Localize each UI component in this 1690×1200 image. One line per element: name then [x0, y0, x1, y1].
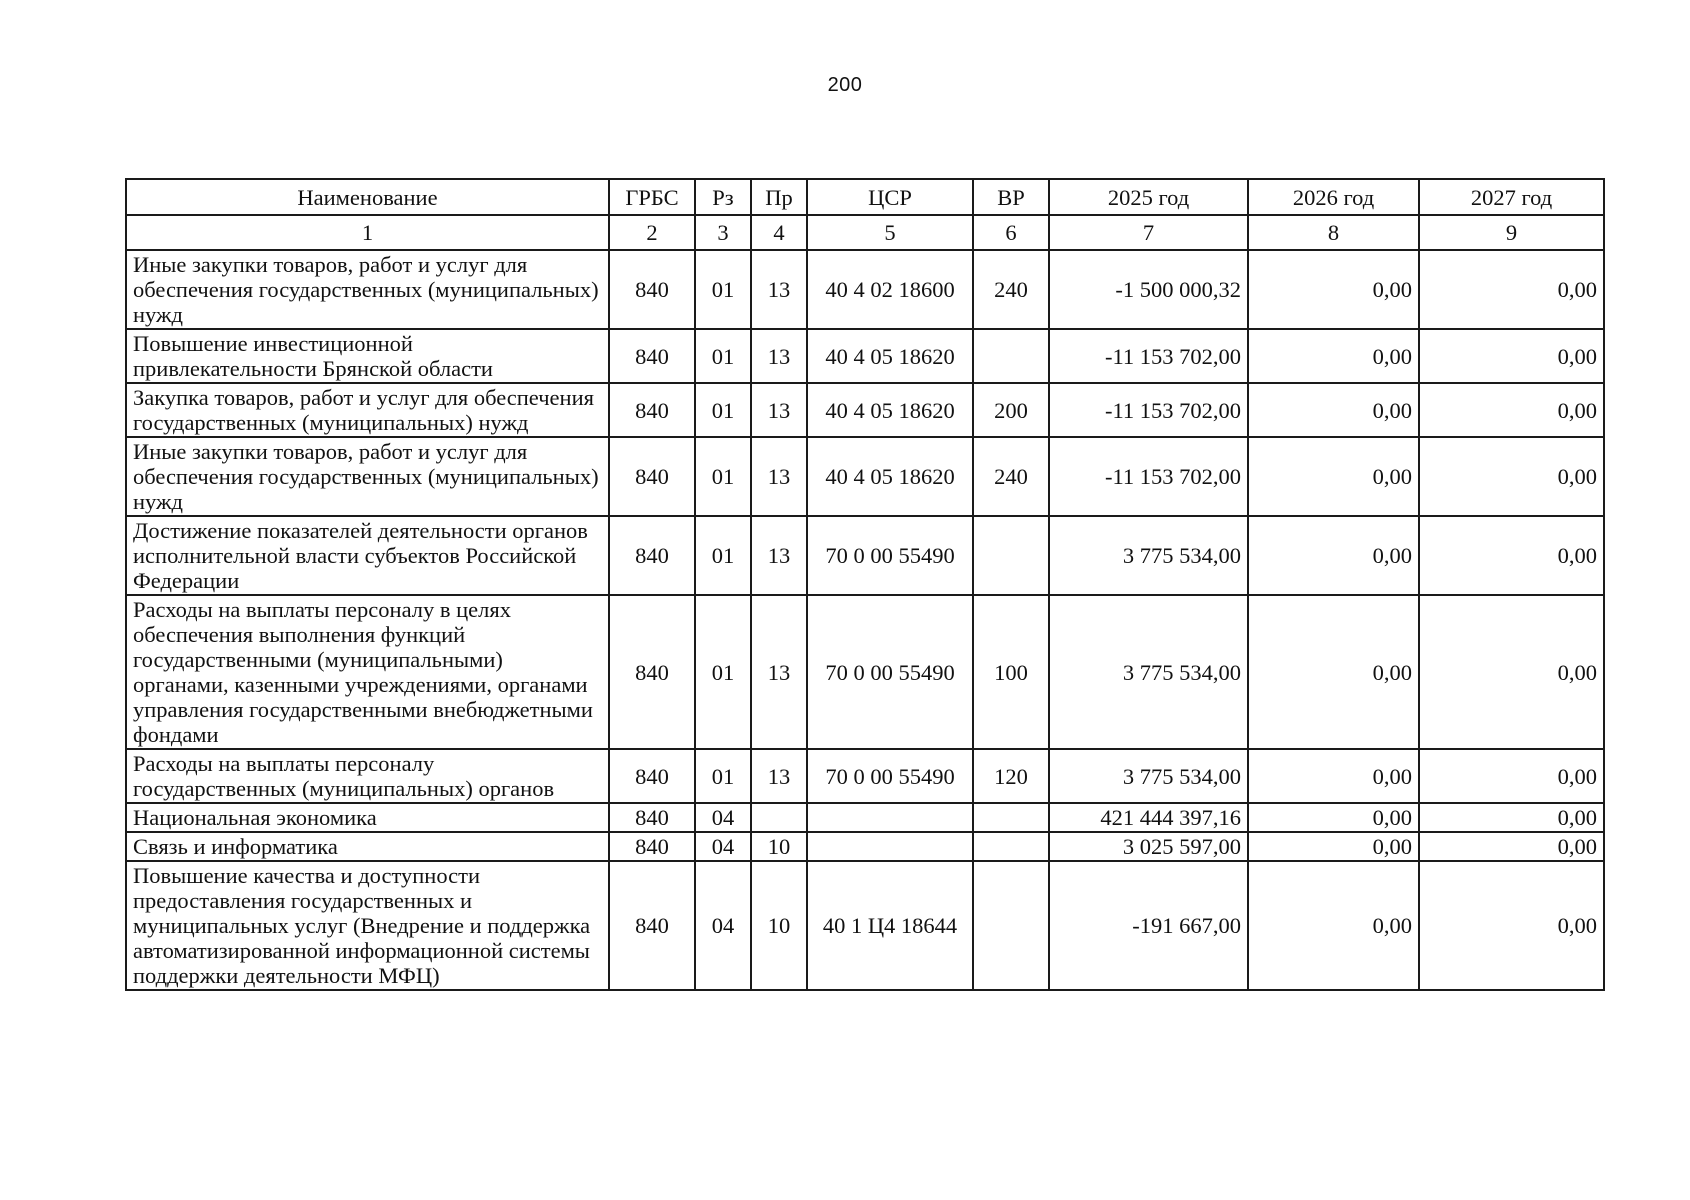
row-rz: 01 [695, 516, 751, 595]
row-pr: 13 [751, 437, 807, 516]
row-name: Достижение показателей деятельности органов исполнительной власти субъектов Российской Федерации [126, 516, 609, 595]
header-2025: 2025 год [1049, 179, 1248, 215]
row-2025: 3 775 534,00 [1049, 595, 1248, 749]
row-2026: 0,00 [1248, 861, 1419, 990]
row-2027: 0,00 [1419, 250, 1604, 329]
header-rz: Рз [695, 179, 751, 215]
row-vr [973, 516, 1049, 595]
row-rz: 04 [695, 803, 751, 832]
row-grbs: 840 [609, 861, 695, 990]
row-pr: 13 [751, 250, 807, 329]
row-grbs: 840 [609, 803, 695, 832]
column-number: 9 [1419, 215, 1604, 250]
column-number: 4 [751, 215, 807, 250]
row-2027: 0,00 [1419, 803, 1604, 832]
row-name: Расходы на выплаты персоналу государственных (муниципальных) органов [126, 749, 609, 803]
row-2026: 0,00 [1248, 437, 1419, 516]
row-name: Расходы на выплаты персоналу в целях обеспечения выполнения функций государственными (муниципальными) органами, казенными учреждениями, органами управления государственными внебюджетными фондами [126, 595, 609, 749]
row-2027: 0,00 [1419, 749, 1604, 803]
column-number: 8 [1248, 215, 1419, 250]
row-vr [973, 803, 1049, 832]
row-name: Национальная экономика [126, 803, 609, 832]
table-row [126, 437, 1604, 516]
row-2026: 0,00 [1248, 329, 1419, 383]
row-rz: 04 [695, 832, 751, 861]
row-csr: 70 0 00 55490 [807, 516, 973, 595]
row-pr [751, 803, 807, 832]
table-row [126, 861, 1604, 990]
row-2026: 0,00 [1248, 803, 1419, 832]
row-name: Иные закупки товаров, работ и услуг для обеспечения государственных (муниципальных) нужд [126, 437, 609, 516]
row-2027: 0,00 [1419, 437, 1604, 516]
row-2027: 0,00 [1419, 516, 1604, 595]
row-vr: 120 [973, 749, 1049, 803]
row-grbs: 840 [609, 329, 695, 383]
row-vr: 240 [973, 250, 1049, 329]
table-row [126, 803, 1604, 832]
row-csr: 70 0 00 55490 [807, 749, 973, 803]
row-2025: -11 153 702,00 [1049, 437, 1248, 516]
row-2025: 3 775 534,00 [1049, 749, 1248, 803]
row-2026: 0,00 [1248, 832, 1419, 861]
row-2027: 0,00 [1419, 861, 1604, 990]
row-2025: 3 025 597,00 [1049, 832, 1248, 861]
row-grbs: 840 [609, 250, 695, 329]
header-row [126, 179, 1604, 215]
row-rz: 01 [695, 437, 751, 516]
header-pr: Пр [751, 179, 807, 215]
row-pr: 13 [751, 383, 807, 437]
page-number: 200 [827, 74, 863, 96]
row-pr: 13 [751, 329, 807, 383]
row-2025: -1 500 000,32 [1049, 250, 1248, 329]
budget-table [125, 178, 1605, 991]
row-pr: 13 [751, 595, 807, 749]
table-row [126, 595, 1604, 749]
row-vr: 200 [973, 383, 1049, 437]
row-vr: 100 [973, 595, 1049, 749]
row-2025: 3 775 534,00 [1049, 516, 1248, 595]
row-csr [807, 803, 973, 832]
row-rz: 01 [695, 250, 751, 329]
table-row [126, 516, 1604, 595]
row-rz: 01 [695, 329, 751, 383]
header-grbs: ГРБС [609, 179, 695, 215]
table-row [126, 832, 1604, 861]
row-grbs: 840 [609, 832, 695, 861]
row-grbs: 840 [609, 437, 695, 516]
row-name: Закупка товаров, работ и услуг для обеспечения государственных (муниципальных) нужд [126, 383, 609, 437]
table-row [126, 749, 1604, 803]
column-number: 7 [1049, 215, 1248, 250]
row-2025: -191 667,00 [1049, 861, 1248, 990]
column-number-row [126, 215, 1604, 250]
row-grbs: 840 [609, 749, 695, 803]
row-csr: 40 4 02 18600 [807, 250, 973, 329]
row-grbs: 840 [609, 383, 695, 437]
header-2027: 2027 год [1419, 179, 1604, 215]
header-2026: 2026 год [1248, 179, 1419, 215]
row-grbs: 840 [609, 595, 695, 749]
row-name: Повышение качества и доступности предоставления государственных и муниципальных услуг (Внедрение и поддержка автоматизированной информационной системы поддержки деятельности МФЦ) [126, 861, 609, 990]
row-vr: 240 [973, 437, 1049, 516]
row-pr: 10 [751, 832, 807, 861]
row-2027: 0,00 [1419, 383, 1604, 437]
column-number: 6 [973, 215, 1049, 250]
header-csr: ЦСР [807, 179, 973, 215]
row-2026: 0,00 [1248, 516, 1419, 595]
table-row [126, 383, 1604, 437]
row-2025: 421 444 397,16 [1049, 803, 1248, 832]
row-name: Повышение инвестиционной привлекательности Брянской области [126, 329, 609, 383]
row-rz: 01 [695, 749, 751, 803]
column-number: 5 [807, 215, 973, 250]
column-number: 2 [609, 215, 695, 250]
row-2026: 0,00 [1248, 595, 1419, 749]
row-2026: 0,00 [1248, 749, 1419, 803]
column-number: 1 [126, 215, 609, 250]
header-name: Наименование [126, 179, 609, 215]
row-csr: 40 4 05 18620 [807, 383, 973, 437]
header-vr: ВР [973, 179, 1049, 215]
row-2026: 0,00 [1248, 250, 1419, 329]
row-vr [973, 832, 1049, 861]
row-2025: -11 153 702,00 [1049, 329, 1248, 383]
row-name: Иные закупки товаров, работ и услуг для обеспечения государственных (муниципальных) нужд [126, 250, 609, 329]
row-pr: 13 [751, 516, 807, 595]
row-grbs: 840 [609, 516, 695, 595]
row-csr: 40 4 05 18620 [807, 329, 973, 383]
row-vr [973, 329, 1049, 383]
row-csr [807, 832, 973, 861]
row-csr: 40 1 Ц4 18644 [807, 861, 973, 990]
row-rz: 01 [695, 595, 751, 749]
table-row [126, 250, 1604, 329]
row-2026: 0,00 [1248, 383, 1419, 437]
table-row [126, 329, 1604, 383]
row-2027: 0,00 [1419, 832, 1604, 861]
row-rz: 01 [695, 383, 751, 437]
row-2027: 0,00 [1419, 595, 1604, 749]
column-number: 3 [695, 215, 751, 250]
row-name: Связь и информатика [126, 832, 609, 861]
row-pr: 13 [751, 749, 807, 803]
row-rz: 04 [695, 861, 751, 990]
row-csr: 40 4 05 18620 [807, 437, 973, 516]
row-vr [973, 861, 1049, 990]
row-pr: 10 [751, 861, 807, 990]
row-csr: 70 0 00 55490 [807, 595, 973, 749]
row-2027: 0,00 [1419, 329, 1604, 383]
row-2025: -11 153 702,00 [1049, 383, 1248, 437]
